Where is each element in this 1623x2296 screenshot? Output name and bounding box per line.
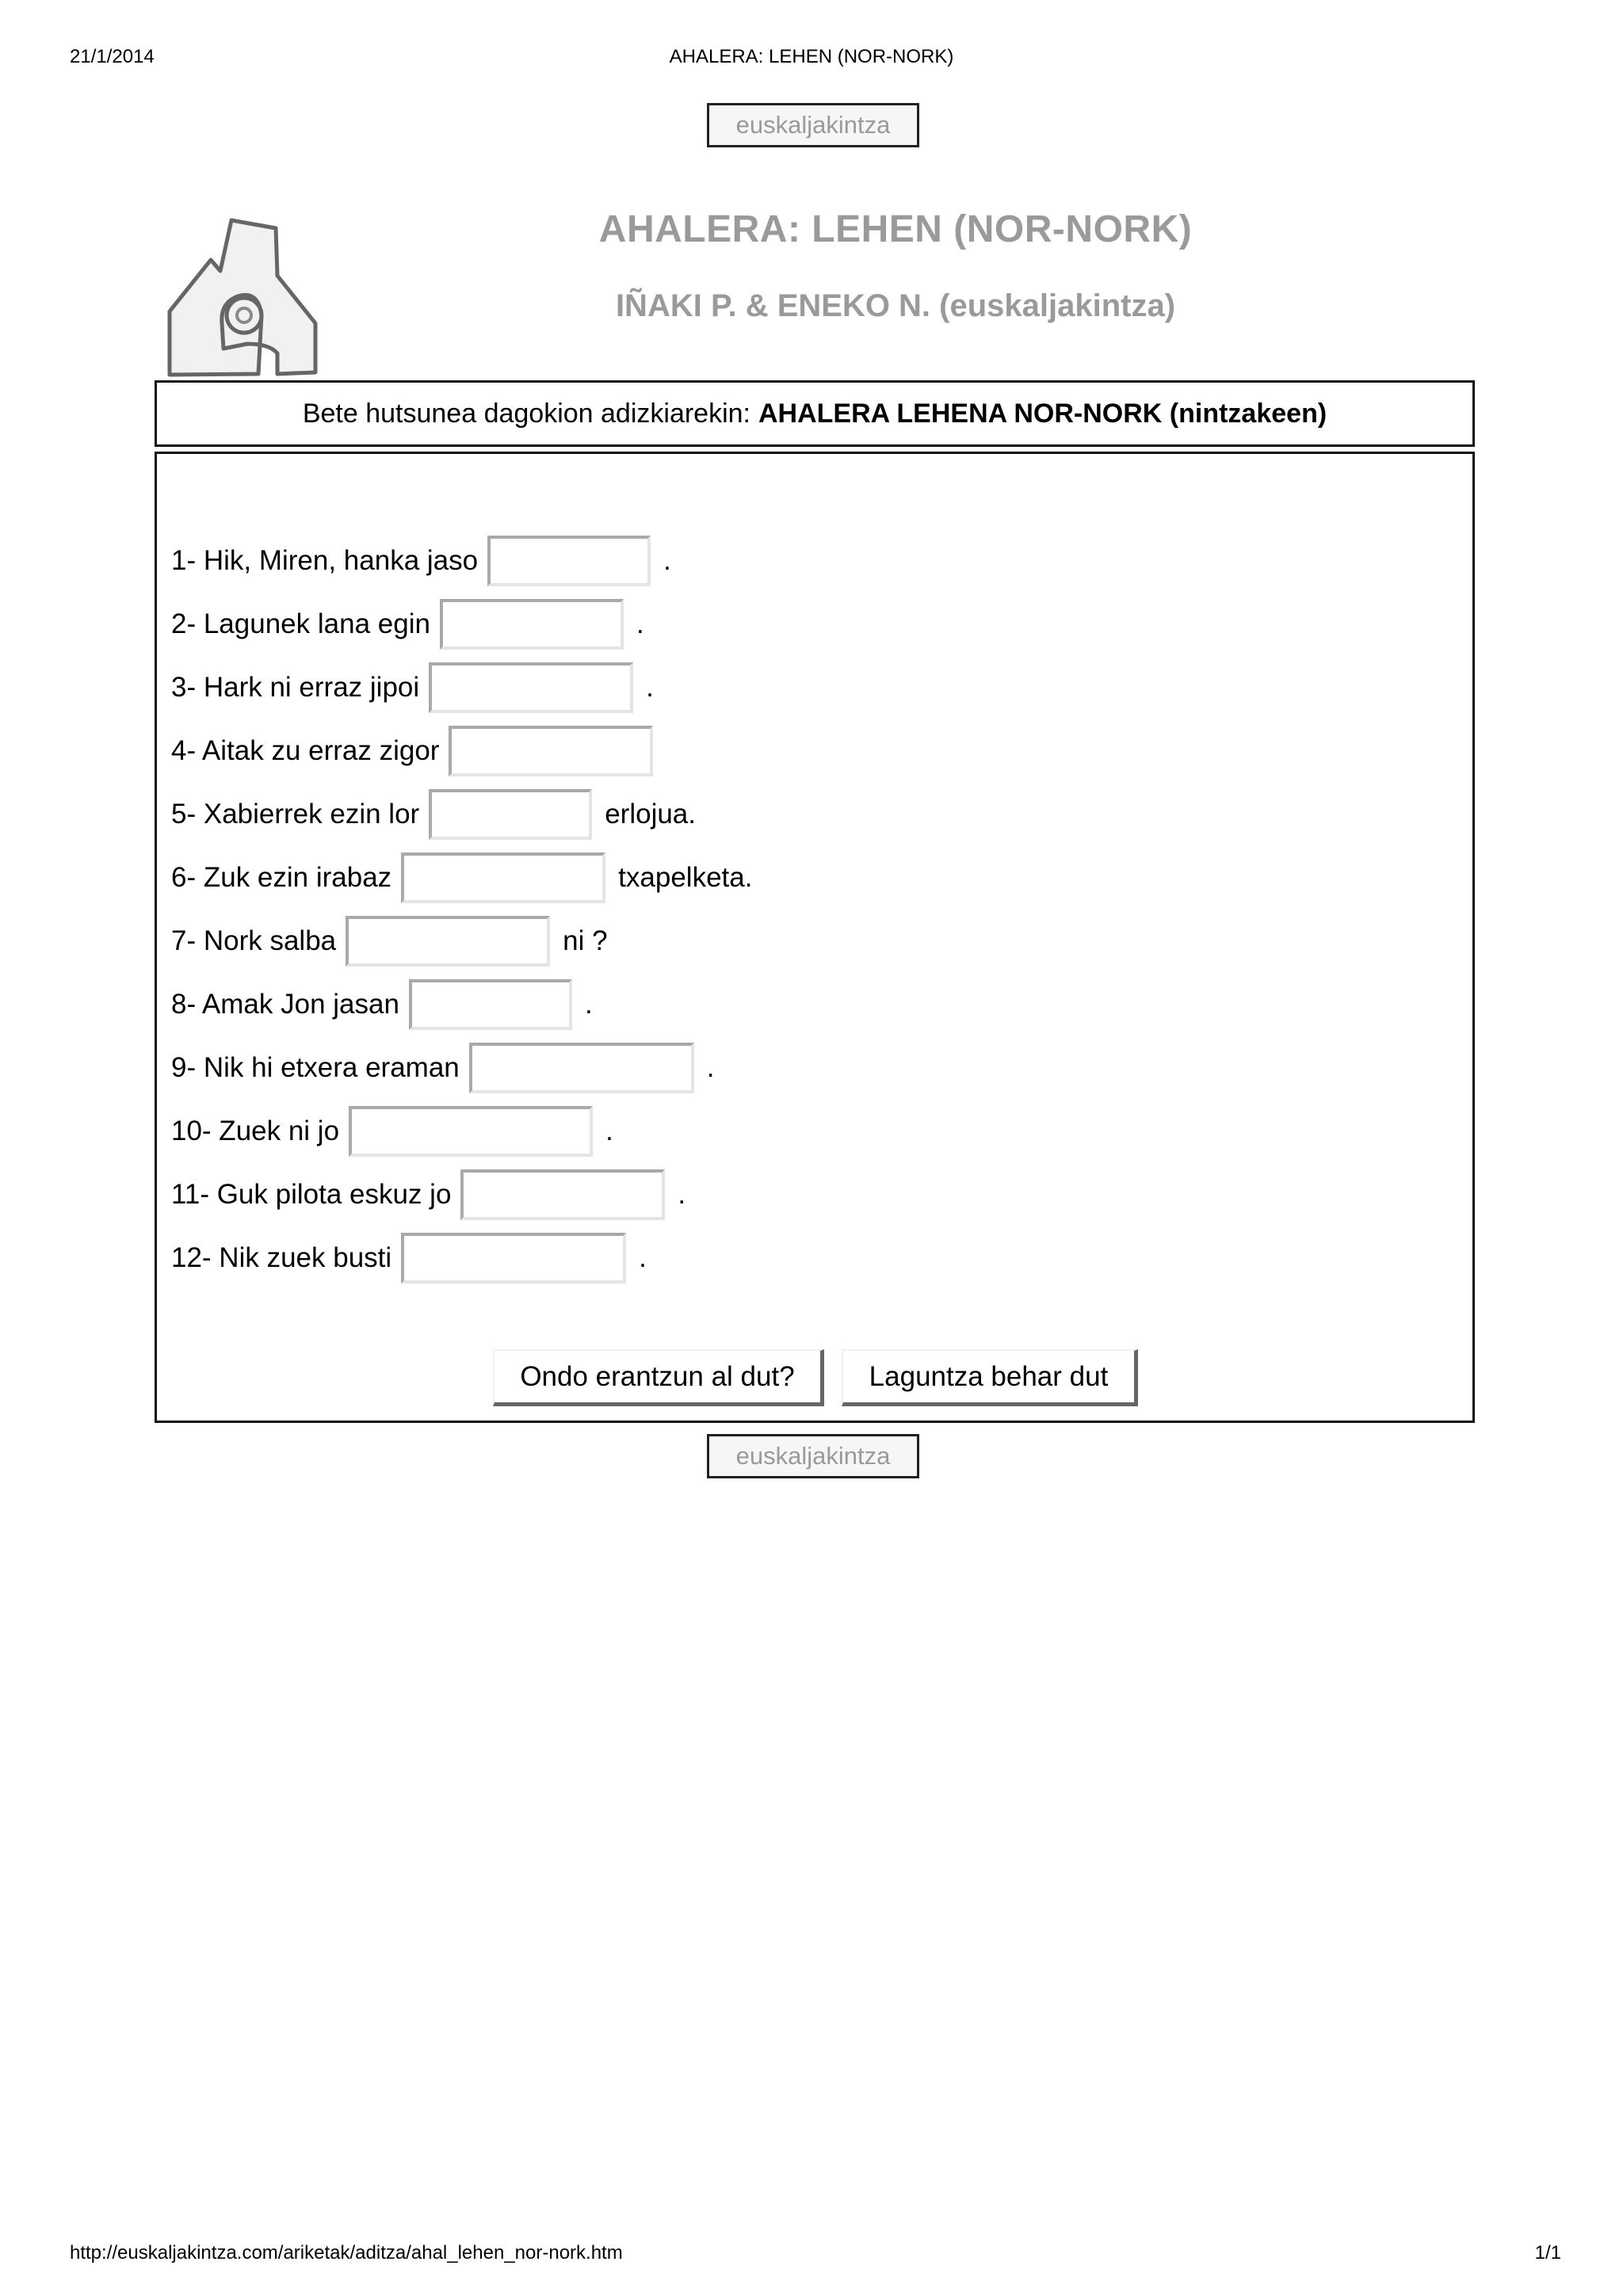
answer-input[interactable] xyxy=(469,1043,694,1093)
euskaljakintza-bottom-link-label: euskaljakintza xyxy=(735,1442,891,1470)
answer-input[interactable] xyxy=(429,789,592,840)
house-logo-icon xyxy=(158,204,325,385)
answer-input[interactable] xyxy=(440,599,624,650)
answer-input[interactable] xyxy=(449,726,653,776)
question-label: 9- Nik hi etxera eraman xyxy=(171,1052,460,1083)
question-row xyxy=(171,1104,613,1159)
question-suffix: . xyxy=(636,608,644,639)
question-row xyxy=(171,723,666,779)
check-answers-button[interactable]: Ondo erantzun al dut? xyxy=(493,1349,824,1406)
page-subtitle: IÑAKI P. & ENEKO N. (euskaljakintza) xyxy=(615,288,1176,323)
exercise-panel xyxy=(155,452,1475,1423)
answer-input[interactable] xyxy=(487,536,651,586)
question-suffix: . xyxy=(706,1052,715,1083)
instruction-bold: AHALERA LEHENA NOR-NORK (nintzakeen) xyxy=(758,398,1327,429)
question-suffix: . xyxy=(663,545,671,576)
question-row xyxy=(171,533,671,589)
answer-input[interactable] xyxy=(349,1106,593,1157)
question-label: 7- Nork salba xyxy=(171,925,337,956)
question-row xyxy=(171,977,593,1032)
print-url: http://euskaljakintza.com/ariketak/aditza/ahal_lehen_nor-nork.htm xyxy=(70,2242,623,2264)
question-label: 2- Lagunek lana egin xyxy=(171,608,430,639)
question-label: 4- Aitak zu erraz zigor xyxy=(171,735,440,766)
question-row xyxy=(171,597,644,652)
question-suffix: txapelketa. xyxy=(618,862,753,893)
question-label: 8- Amak Jon jasan xyxy=(171,989,399,1020)
question-suffix: . xyxy=(678,1179,686,1210)
question-label: 10- Zuek ni jo xyxy=(171,1116,340,1146)
help-button[interactable]: Laguntza behar dut xyxy=(842,1349,1138,1406)
question-row xyxy=(171,1230,647,1286)
question-suffix: ni ? xyxy=(563,925,608,956)
answer-input[interactable] xyxy=(460,1169,665,1220)
answer-input[interactable] xyxy=(401,1233,626,1283)
euskaljakintza-top-link[interactable] xyxy=(707,103,919,147)
question-suffix: erlojua. xyxy=(605,799,696,830)
question-suffix: . xyxy=(605,1116,613,1146)
question-suffix: . xyxy=(646,672,654,703)
question-row xyxy=(171,1040,715,1096)
question-row xyxy=(171,1167,685,1222)
question-label: 6- Zuk ezin irabaz xyxy=(171,862,392,893)
question-label: 3- Hark ni erraz jipoi xyxy=(171,672,420,703)
question-row xyxy=(171,913,608,969)
euskaljakintza-bottom-link[interactable] xyxy=(707,1434,919,1478)
question-suffix: . xyxy=(584,989,593,1020)
question-label: 1- Hik, Miren, hanka jaso xyxy=(171,545,479,576)
question-row xyxy=(171,850,752,906)
euskaljakintza-top-link-label: euskaljakintza xyxy=(735,111,891,139)
print-date: 21/1/2014 xyxy=(70,46,155,67)
instruction-box xyxy=(155,380,1475,447)
answer-input[interactable] xyxy=(429,662,633,713)
print-page-number: 1/1 xyxy=(1534,2242,1561,2264)
question-label: 5- Xabierrek ezin lor xyxy=(171,799,420,830)
answer-input[interactable] xyxy=(401,852,605,903)
instruction-text: Bete hutsunea dagokion adizkiarekin: xyxy=(302,398,750,429)
question-row xyxy=(171,787,696,842)
page-title: AHALERA: LEHEN (NOR-NORK) xyxy=(598,208,1193,250)
print-title: AHALERA: LEHEN (NOR-NORK) xyxy=(669,46,954,67)
question-label: 11- Guk pilota eskuz jo xyxy=(171,1179,452,1210)
answer-input[interactable] xyxy=(346,916,550,967)
question-suffix: . xyxy=(639,1242,647,1273)
question-label: 12- Nik zuek busti xyxy=(171,1242,392,1273)
answer-input[interactable] xyxy=(409,979,572,1030)
question-row xyxy=(171,660,654,715)
